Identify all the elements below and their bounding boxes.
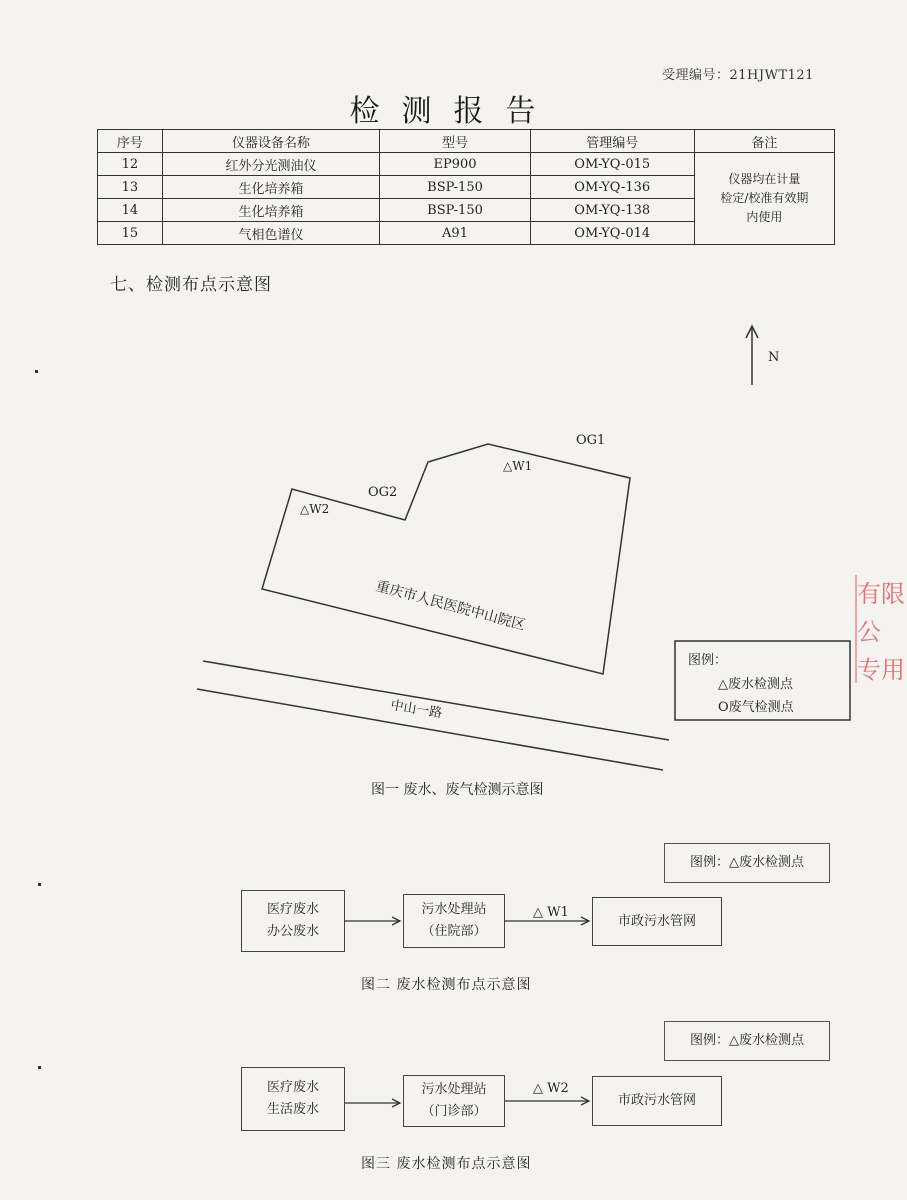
cell-code: OM-YQ-015 [530, 153, 694, 176]
figure2-legend: 图例：△废水检测点 [664, 843, 830, 883]
scan-mark [38, 883, 41, 886]
figure1-caption: 图一 废水、废气检测示意图 [371, 782, 544, 798]
point-g2: OG2 [368, 485, 398, 500]
cell-no: 14 [98, 199, 163, 222]
figure3-caption: 图三 废水检测布点示意图 [361, 1156, 532, 1172]
remark-line: 内使用 [746, 210, 783, 224]
figure3-legend: 图例：△废水检测点 [664, 1021, 830, 1061]
source-line: 医疗废水 [266, 1080, 319, 1095]
scan-mark [35, 370, 38, 373]
figure3-dest-box [592, 1076, 722, 1126]
seal-line: 有限公 [857, 580, 905, 646]
point-w1: △W1 [503, 459, 533, 473]
station-line: 污水处理站 [421, 902, 487, 917]
cell-model: A91 [380, 222, 530, 245]
cell-name: 生化培养箱 [162, 199, 380, 222]
source-line: 办公废水 [266, 924, 319, 939]
accept-number: 受理编号：21HJWT121 [662, 68, 814, 83]
station-line: 污水处理站 [421, 1082, 487, 1097]
col-header-remark: 备注 [694, 130, 834, 153]
legend-wastewater: △废水检测点 [718, 677, 793, 692]
col-header-name: 仪器设备名称 [162, 130, 380, 153]
cell-name: 气相色谱仪 [162, 222, 380, 245]
figure2-caption: 图二 废水检测布点示意图 [361, 977, 532, 993]
scan-mark [38, 1066, 41, 1069]
cell-name: 红外分光测油仪 [162, 153, 380, 176]
road-name: 中山一路 [389, 698, 444, 722]
company-seal [855, 575, 907, 683]
point-g1: OG1 [576, 433, 606, 448]
north-label: N [768, 350, 780, 365]
dest-label: 市政污水管网 [617, 913, 696, 929]
source-line: 医疗废水 [266, 902, 319, 917]
legend-title: 图例： [688, 653, 728, 668]
col-header-code: 管理编号 [530, 130, 694, 153]
cell-code: OM-YQ-136 [530, 176, 694, 199]
remark-line: 仪器均在计量 [728, 172, 801, 186]
cell-model: BSP-150 [380, 176, 530, 199]
remark-line: 检定/校准有效期 [720, 191, 809, 205]
section-title: 七、检测布点示意图 [110, 275, 272, 295]
point-w2: △W2 [300, 502, 330, 516]
site-name: 重庆市人民医院中山院区 [373, 578, 527, 634]
figure3-station-box [403, 1075, 505, 1127]
cell-name: 生化培养箱 [162, 176, 380, 199]
cell-model: EP900 [380, 153, 530, 176]
figure3-source-box [241, 1067, 345, 1131]
legend-exhaust: O废气检测点 [718, 700, 794, 715]
figure3-point: △ W2 [533, 1081, 569, 1096]
col-header-no: 序号 [98, 130, 163, 153]
cell-model: BSP-150 [380, 199, 530, 222]
cell-no: 15 [98, 222, 163, 245]
dest-label: 市政污水管网 [617, 1093, 696, 1108]
report-title: 检测报告 [349, 94, 558, 129]
cell-code: OM-YQ-138 [530, 199, 694, 222]
figure2-point: △ W1 [533, 905, 569, 920]
station-line: （门诊部） [421, 1104, 487, 1119]
seal-line: 专用 [857, 656, 905, 684]
station-line: （住院部） [421, 924, 487, 939]
cell-code: OM-YQ-014 [530, 222, 694, 245]
col-header-model: 型号 [380, 130, 530, 153]
cell-no: 12 [98, 153, 163, 176]
source-line: 生活废水 [266, 1102, 319, 1117]
cell-no: 13 [98, 176, 163, 199]
